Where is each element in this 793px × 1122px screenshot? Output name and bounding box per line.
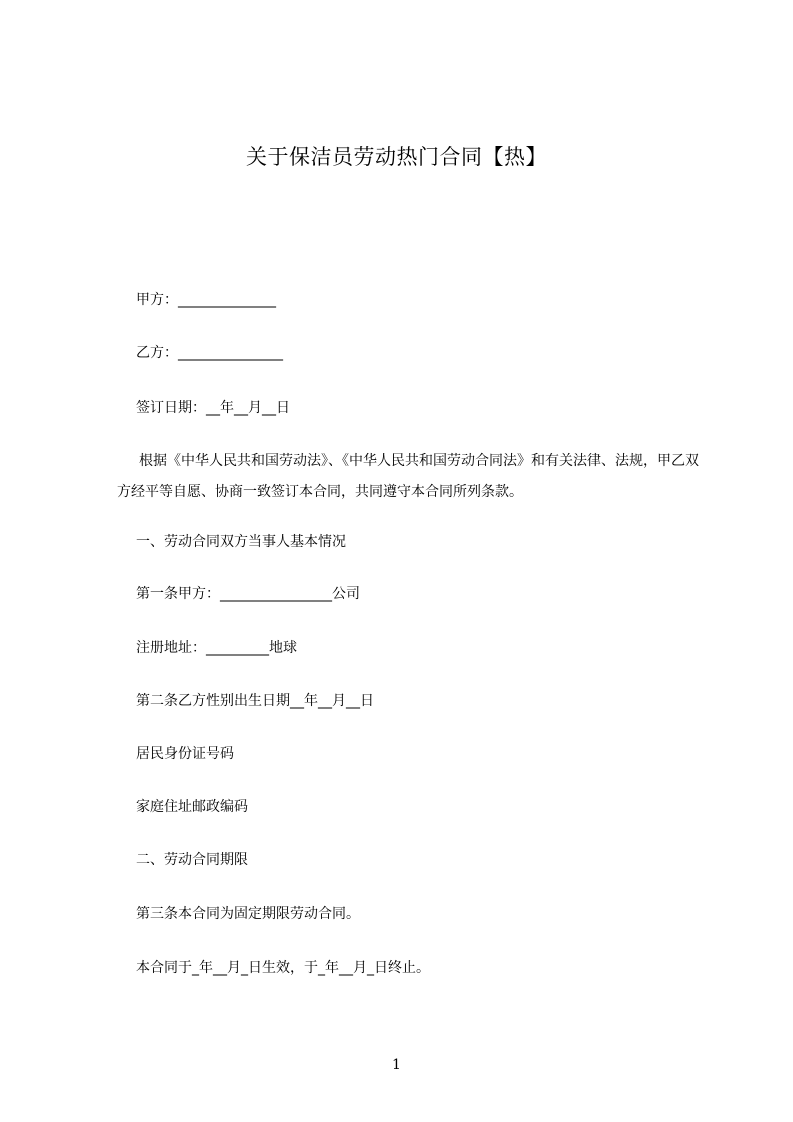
home-address-line: 家庭住址邮政编码	[136, 799, 248, 815]
id-number-line: 居民身份证号码	[136, 746, 234, 762]
party-a-line: 甲方：______________	[136, 292, 276, 308]
preamble-paragraph: 根据《中华人民共和国劳动法》、《中华人民共和国劳动合同法》和有关法律、法规，甲乙双方经平等自愿、协商一致签订本合同，共同遵守本合同所列条款。	[117, 453, 699, 500]
page-number: 1	[392, 1057, 401, 1073]
section-2-heading: 二、劳动合同期限	[136, 852, 248, 868]
document-title: 关于保洁员劳动热门合同【热】	[246, 145, 547, 169]
article-1-line: 第一条甲方：________________公司	[136, 586, 360, 602]
party-b-line: 乙方：_______________	[136, 345, 283, 361]
article-3-line: 第三条本合同为固定期限劳动合同。	[136, 906, 360, 922]
registered-address-line: 注册地址：_________地球	[136, 640, 297, 656]
contract-term-line: 本合同于_年__月_日生效，于_年__月_日终止。	[136, 960, 430, 976]
article-2-line: 第二条乙方性别出生日期__年__月__日	[136, 693, 374, 709]
sign-date-line: 签订日期：__年__月__日	[136, 400, 290, 416]
section-1-heading: 一、劳动合同双方当事人基本情况	[136, 534, 346, 550]
